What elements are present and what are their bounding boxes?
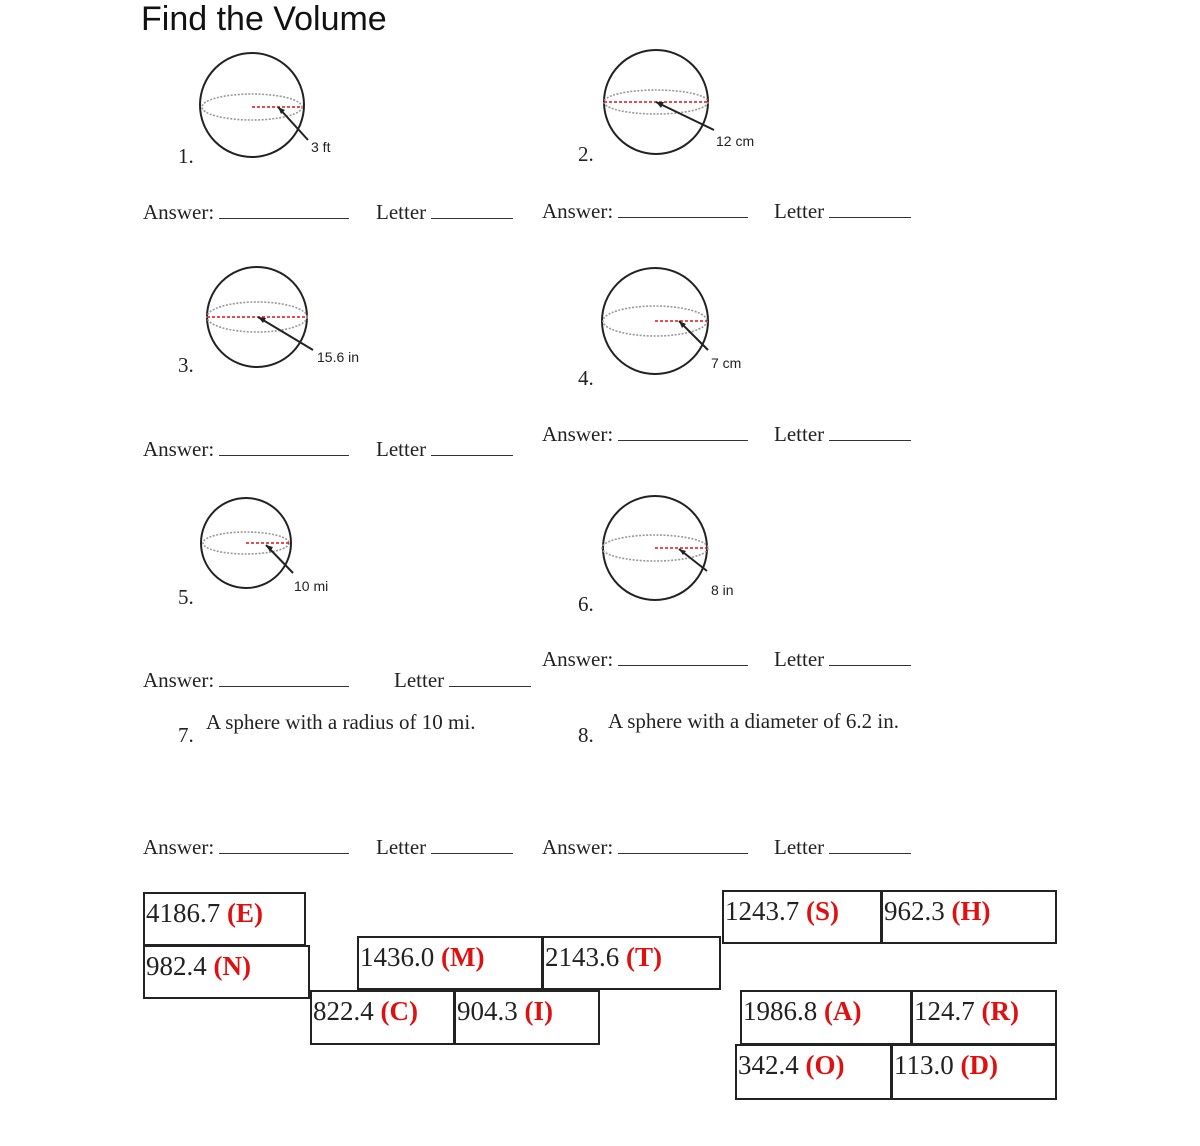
letter-line-3 <box>376 435 513 462</box>
answer-line-5 <box>143 666 349 693</box>
answer-bank-letter: (E) <box>227 898 263 928</box>
answer-label-7: Answer: <box>143 835 215 859</box>
problem-text-8: A sphere with a diameter of 6.2 in. <box>608 709 900 733</box>
problem-number-8: 8. <box>578 723 594 747</box>
problem-number-4: 4. <box>578 366 594 390</box>
answer-label-1: Answer: <box>143 200 215 224</box>
answer-bank-value: 2143.6 <box>545 942 620 972</box>
answer-bank-value: 1243.7 <box>725 896 800 926</box>
measurement-label-3: 15.6 in <box>317 349 360 365</box>
answer-bank-box <box>143 945 310 999</box>
answer-bank-box <box>740 990 912 1045</box>
answer-blank-5[interactable] <box>219 666 349 687</box>
answer-bank-box <box>722 890 882 944</box>
problem-number-2: 2. <box>578 142 594 166</box>
answer-bank-value: 124.7 <box>914 996 975 1026</box>
answer-label-6: Answer: <box>542 647 614 671</box>
letter-label-2: Letter <box>774 199 825 223</box>
answer-bank-box <box>891 1044 1057 1100</box>
answer-label-3: Answer: <box>143 437 215 461</box>
answer-blank-2[interactable] <box>618 197 748 218</box>
answer-blank-6[interactable] <box>618 645 748 666</box>
letter-label-6: Letter <box>774 647 825 671</box>
letter-label-1: Letter <box>376 200 427 224</box>
letter-blank-1[interactable] <box>431 198 513 219</box>
page-title: Find the Volume <box>141 0 387 38</box>
measurement-label-4: 7 cm <box>711 355 742 371</box>
letter-label-7: Letter <box>376 835 427 859</box>
answer-bank-letter: (M) <box>441 942 485 972</box>
measurement-label-6: 8 in <box>711 582 734 598</box>
problem-number-7: 7. <box>178 723 194 747</box>
answer-bank-letter: (T) <box>626 942 662 972</box>
answer-bank-box <box>143 892 306 946</box>
measurement-label-5: 10 mi <box>294 578 329 594</box>
sphere-diagram-5 <box>196 495 306 595</box>
answer-bank-value: 822.4 <box>313 996 374 1026</box>
letter-blank-4[interactable] <box>829 420 911 441</box>
letter-line-7 <box>376 833 513 860</box>
answer-line-8 <box>542 833 748 860</box>
sphere-diagram-3 <box>200 262 325 377</box>
answer-bank-value: 962.3 <box>884 896 945 926</box>
answer-bank-box <box>310 990 455 1045</box>
answer-line-3 <box>143 435 349 462</box>
problem-number-3: 3. <box>178 353 194 377</box>
letter-line-1 <box>376 198 513 225</box>
problem-number-5: 5. <box>178 585 194 609</box>
answer-bank-value: 342.4 <box>738 1050 799 1080</box>
answer-blank-3[interactable] <box>219 435 349 456</box>
answer-line-2 <box>542 197 748 224</box>
answer-bank-value: 1986.8 <box>743 996 818 1026</box>
answer-bank-value: 904.3 <box>457 996 518 1026</box>
sphere-diagram-1 <box>190 50 315 165</box>
answer-bank-letter: (D) <box>960 1050 998 1080</box>
answer-blank-1[interactable] <box>219 198 349 219</box>
answer-bank-letter: (C) <box>380 996 418 1026</box>
letter-blank-7[interactable] <box>431 833 513 854</box>
answer-bank-box <box>357 936 543 990</box>
answer-label-5: Answer: <box>143 668 215 692</box>
sphere-diagram-4 <box>595 268 720 383</box>
problem-number-1: 1. <box>178 144 194 168</box>
answer-blank-8[interactable] <box>618 833 748 854</box>
letter-blank-3[interactable] <box>431 435 513 456</box>
letter-line-6 <box>774 645 911 672</box>
answer-line-1 <box>143 198 349 225</box>
letter-label-4: Letter <box>774 422 825 446</box>
answer-bank-letter: (S) <box>806 896 839 926</box>
letter-label-3: Letter <box>376 437 427 461</box>
letter-line-8 <box>774 833 911 860</box>
measurement-label-2: 12 cm <box>716 133 755 149</box>
answer-bank-value: 982.4 <box>146 951 207 981</box>
answer-bank-value: 113.0 <box>894 1050 954 1080</box>
answer-line-7 <box>143 833 349 860</box>
letter-blank-5[interactable] <box>449 666 531 687</box>
answer-bank-letter: (I) <box>524 996 553 1026</box>
answer-bank-value: 4186.7 <box>146 898 221 928</box>
answer-bank-box <box>881 890 1057 944</box>
answer-bank-letter: (O) <box>805 1050 845 1080</box>
letter-line-2 <box>774 197 911 224</box>
problem-text-7: A sphere with a radius of 10 mi. <box>206 710 476 734</box>
answer-bank-value: 1436.0 <box>360 942 435 972</box>
answer-bank-box <box>454 990 600 1045</box>
answer-bank-letter: (R) <box>981 996 1019 1026</box>
answer-line-4 <box>542 420 748 447</box>
answer-bank-box <box>735 1044 892 1100</box>
letter-label-8: Letter <box>774 835 825 859</box>
answer-bank-letter: (N) <box>213 951 251 981</box>
answer-bank-letter: (A) <box>824 996 862 1026</box>
answer-bank-box <box>542 936 721 990</box>
letter-blank-2[interactable] <box>829 197 911 218</box>
letter-label-5: Letter <box>394 668 445 692</box>
letter-line-4 <box>774 420 911 447</box>
answer-blank-4[interactable] <box>618 420 748 441</box>
sphere-diagram-6 <box>595 493 720 608</box>
sphere-diagram-2 <box>595 45 720 160</box>
answer-label-2: Answer: <box>542 199 614 223</box>
answer-label-8: Answer: <box>542 835 614 859</box>
answer-label-4: Answer: <box>542 422 614 446</box>
measurement-label-1: 3 ft <box>311 139 331 155</box>
answer-bank-letter: (H) <box>951 896 991 926</box>
answer-bank-box <box>911 990 1057 1045</box>
letter-line-5 <box>394 666 531 693</box>
answer-blank-7[interactable] <box>219 833 349 854</box>
letter-blank-6[interactable] <box>829 645 911 666</box>
letter-blank-8[interactable] <box>829 833 911 854</box>
problem-number-6: 6. <box>578 592 594 616</box>
answer-line-6 <box>542 645 748 672</box>
